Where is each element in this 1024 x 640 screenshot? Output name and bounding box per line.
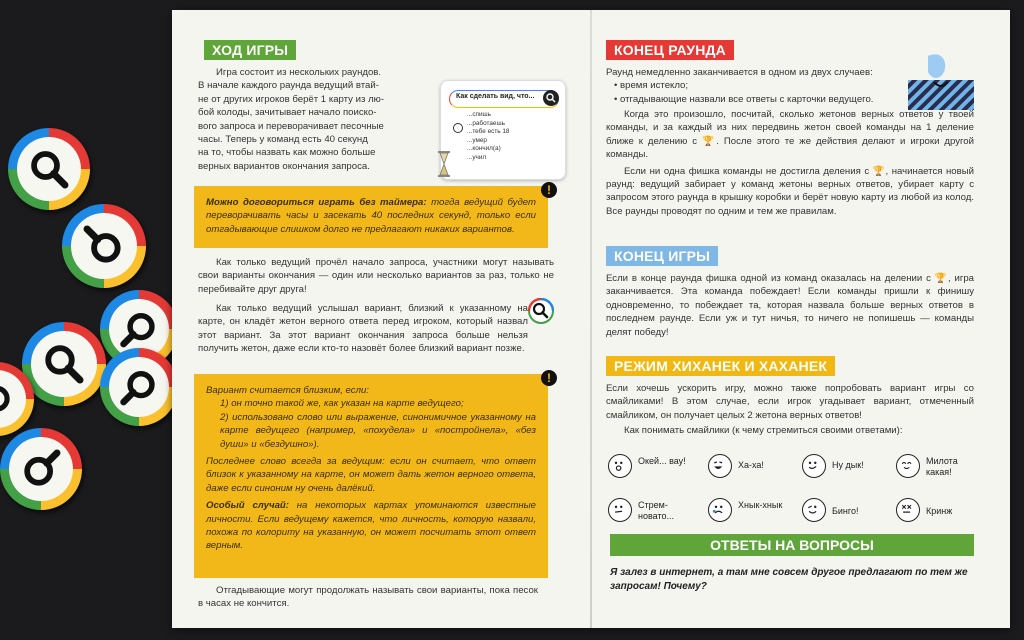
smiley-label: Бинго! — [832, 506, 859, 516]
suggestion-item: ...учил — [467, 153, 487, 161]
smiley-label: Кринж — [926, 506, 953, 516]
section-heading-faq: ОТВЕТЫ НА ВОПРОСЫ — [610, 534, 974, 556]
right-page — [602, 10, 982, 628]
suggestion-item: ...работаешь — [467, 119, 505, 127]
wow-smiley-icon — [608, 454, 632, 478]
bingo-smiley-icon — [802, 498, 826, 522]
hourglass-icon — [437, 151, 451, 177]
search-query: Как сделать вид, что... — [456, 93, 535, 100]
awkward-smiley-icon — [608, 498, 632, 522]
rule-last-word: Последнее слово всегда за ведущим: если он считает, что ответ близок к указанному на карте, он может дать жетон верного ответа, даже если синоним ну очень далёкий. — [206, 456, 536, 494]
rule-lead: Вариант считается близким, если: — [206, 385, 369, 396]
exclamation-icon: ! — [541, 182, 557, 198]
rule-special-case: Особый случай: на некоторых картах упоминаются известные личности. Если ведущему кажется, что личность, которую назвали, похожа по колориту на указанную, он может посчитать этот ответ верным. — [206, 500, 536, 552]
exclamation-icon: ! — [541, 370, 557, 386]
laugh-smiley-icon — [708, 454, 732, 478]
person-illustration — [908, 50, 974, 110]
suggestion-list — [467, 111, 509, 163]
intro-text: Игра состоит из нескольких раундов. В начале каждого раунда ведущий втай- не от других игроков берёт 1 карту из лю- бой колоды, зачитывает начало поиско- вого запроса и переворачивает песочные часы. Теперь у команд есть 40 секунд на то, чтобы назвать как можно больше верных вариантов окончания запроса. — [198, 67, 385, 172]
answer-token — [22, 322, 106, 406]
left-page — [194, 10, 564, 628]
paragraph-continue: Отгадывающие могут продолжать называть свои варианты, пока песок в часах не кончится. — [198, 585, 538, 610]
smiley-label: Милота какая! — [926, 456, 958, 477]
suggestion-item: ...тебе есть 18 — [467, 128, 510, 136]
search-card-illustration — [440, 80, 566, 180]
smiley-label: Хнык-хнык — [738, 500, 783, 510]
paragraph-naming: Как только ведущий прочёл начало запроса, участники могут называть свои варианты окончания — один или несколько вариантов за раз, только не перебивайте друг друга! — [198, 257, 554, 295]
smiley-label: Ну дык! — [832, 460, 864, 470]
answer-token — [100, 348, 178, 426]
rules-booklet — [172, 10, 1010, 628]
search-bar — [449, 90, 559, 108]
cringe-smiley-icon — [896, 498, 920, 522]
suggestion-item: ...умер — [467, 136, 487, 144]
smiley-label: Окей... вау! — [638, 456, 686, 466]
suggestion-item: ...спишь — [467, 111, 492, 118]
magnifier-token-icon — [528, 298, 554, 324]
booklet-fold — [590, 10, 592, 628]
rule-item: 2) использовано слово или выражение, синонимичное указанному на карте ведущего (например, «похудела» и «постройнела», «без души» и «бездушно»). — [220, 411, 536, 450]
game-end-text: Если в конце раунда фишка одной из команд оказалась на делении с 🏆, игра заканчивается. Эта команда побеждает! Если команды пришли к финишу одновременно, то побеждает та, которая назвала больше верных ответов в последнем раунде. Если уж и тут ничья, то ничего не попишешь — команды делят победу! — [606, 273, 974, 338]
paragraph-token: Как только ведущий услышал вариант, близкий к указанному на карте, он кладёт жетон верного ответа перед игроком, который назвал этот вариант. За этот вариант окончания запроса больше нельзя получить жетон, даже если кто-то назовёт более близкий вариант позже. — [198, 303, 528, 355]
bullet-item: • отгадывающие назвали все ответы с карточки ведущего. — [614, 93, 874, 105]
round-end-intro: Раунд немедленно заканчивается в одном из двух случаев: • время истекло; • отгадывающие назвали все ответы с карточки ведущего. — [606, 66, 902, 106]
smiley-mode-text: Если хочешь ускорить игру, можно также попробовать вариант игры со смайликами! В этом случае, если игрок угадывает вариант, отмеченный смайликом, он получает целых 2 жетона верных ответов! Как понимать смайлики (к чему стремиться своими ответами): — [606, 383, 974, 437]
smiley-legend — [606, 452, 976, 532]
smirk-smiley-icon — [802, 454, 826, 478]
suggestion-item: ...кончил(а) — [467, 145, 501, 153]
cry-smiley-icon — [708, 498, 732, 522]
section-heading-round-end: КОНЕЦ РАУНДА — [606, 40, 734, 60]
faq-question: Я залез в интернет, а там мне совсем другое предлагают по тем же запросам! Почему? — [610, 567, 968, 592]
bullet-item: • время истекло; — [614, 80, 689, 92]
answer-token — [62, 204, 146, 288]
close-answer-rules-box — [194, 374, 548, 578]
cute-smiley-icon — [896, 454, 920, 478]
smiley-label: Стрем-новато... — [638, 500, 674, 521]
section-heading-game-flow: ХОД ИГРЫ — [204, 40, 296, 60]
tip-text: Можно договориться играть без таймера: тогда ведущий будет переворачивать часы и засекать 40 последних секунд, только если отгадывающие слишком долго не предлагают никаких вариантов. — [206, 197, 537, 235]
search-icon — [543, 90, 559, 106]
radio-icon — [453, 123, 463, 133]
rule-item: 1) он точно такой же, как указан на карте ведущего; — [220, 398, 464, 410]
section-heading-game-end: КОНЕЦ ИГРЫ — [606, 246, 718, 266]
round-end-scoring: Когда это произошло, посчитай, сколько жетонов верных ответов у твоей команды, и за каждый из них передвинь жетон своей команды на 1 деление ближе к делению с 🏆. После этого те же действия делают и игроки другой команды. Если ни одна фишка команды не достигла деления с 🏆, начинается новый раунд: ведущий забирает у команд жетоны верных ответов, убирает карту с запросом этого раунда в крышку коробки и берёт новую карту из любой из колод. Все раунды проводят по одним и тем же правилам. — [606, 109, 974, 217]
section-heading-smiley-mode: РЕЖИМ ХИХАНЕК И ХАХАНЕК — [606, 356, 835, 376]
answer-token — [0, 428, 82, 510]
tip-box — [194, 186, 548, 248]
smiley-label: Ха-ха! — [738, 460, 764, 470]
answer-token — [8, 128, 90, 210]
